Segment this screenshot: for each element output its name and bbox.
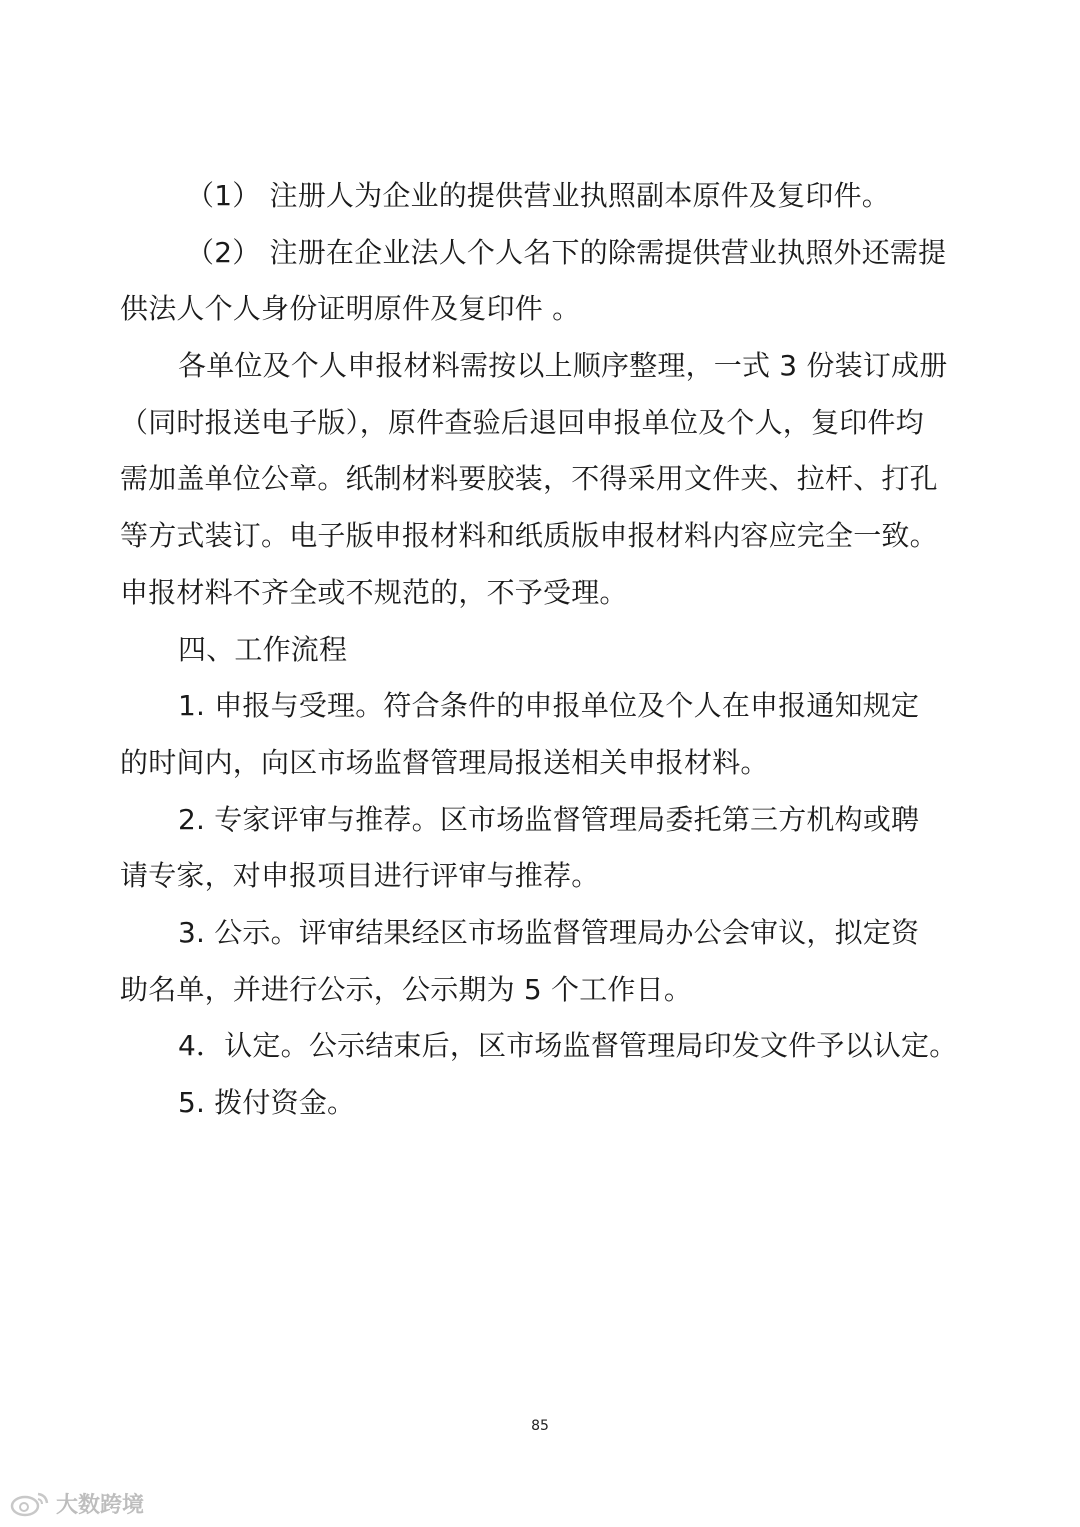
paragraph-line: 1. 申报与受理。符合条件的申报单位及个人在申报通知规定 [178,689,920,723]
paragraph-line: 2. 专家评审与推荐。区市场监督管理局委托第三方机构或聘 [178,802,920,836]
paragraph-line: 5. 拨付资金。 [178,1086,356,1119]
paragraph-line: 等方式装订。电子版申报材料和纸质版申报材料内容应完全一致。 [120,519,938,553]
paragraph-line: （2） 注册在企业法人个人名下的除需提供营业执照外还需提 [186,235,947,269]
paragraph-line: 请专家，对申报项目进行评审与推荐。 [120,859,600,893]
section-heading: 四、工作流程 [178,632,348,666]
page-number: 85 [531,1418,549,1434]
paragraph-line: 助名单，并进行公示，公示期为 5 个工作日。 [120,972,693,1006]
weibo-logo-icon [10,1491,50,1517]
paragraph-line: 的时间内，向区市场监督管理局报送相关申报材料。 [120,745,769,779]
paragraph-line: （1） 注册人为企业的提供营业执照副本原件及复印件。 [186,179,890,212]
paragraph-line: （同时报送电子版），原件查验后退回申报单位及个人，复印件均 [120,405,924,439]
paragraph-line: 需加盖单位公章。纸制材料要胶装，不得采用文件夹、拉杆、打孔 [120,462,938,496]
paragraph-line: 各单位及个人申报材料需按以上顺序整理，一式 3 份装订成册 [178,349,948,383]
watermark [10,1488,144,1519]
watermark-text: 大数跨境 [56,1493,145,1518]
paragraph-line: 申报材料不齐全或不规范的，不予受理。 [120,575,628,609]
paragraph-line: 4．认定。公示结束后，区市场监督管理局印发文件予以认定。 [178,1029,958,1063]
paragraph-line: 供法人个人身份证明原件及复印件 。 [120,292,581,326]
paragraph-line: 3. 公示。评审结果经区市场监督管理局办公会审议，拟定资 [178,915,920,949]
document-body [120,168,970,1132]
